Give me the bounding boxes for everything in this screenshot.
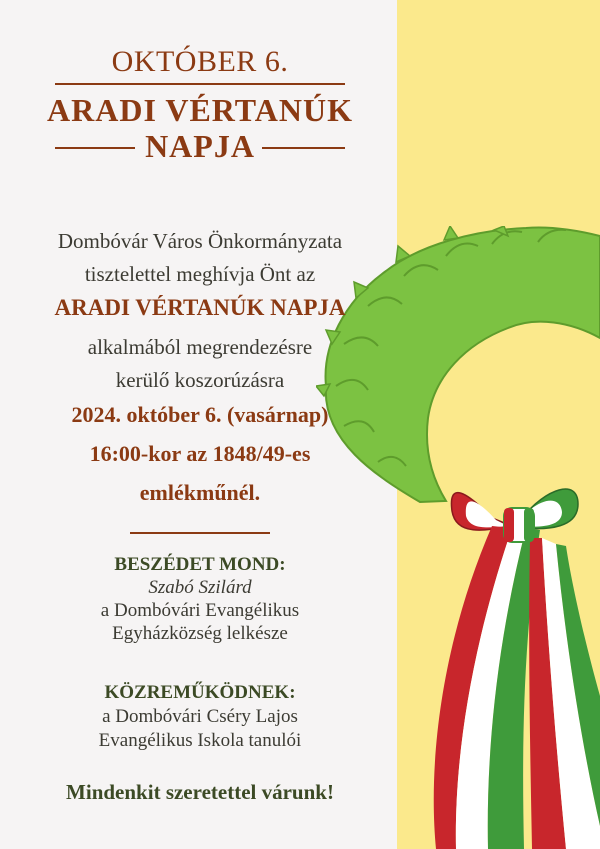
- event-time-place: 16:00-kor az 1848/49-es: [89, 441, 311, 466]
- speaker-role-line1: a Dombóvári Evangélikus: [100, 600, 300, 621]
- invitation-event-name: ARADI VÉRTANÚK NAPJA: [54, 295, 346, 320]
- contributors-line2: Evangélikus Iskola tanulói: [98, 730, 302, 751]
- speaker-role-line2: Egyházközség lelkésze: [112, 623, 288, 644]
- invitation-line-organizer: Dombóvár Város Önkormányzata: [57, 229, 343, 253]
- contributors-line1: a Dombóvári Cséry Lajos: [102, 706, 298, 727]
- invitation-line-wreath: kerülő koszorúzásra: [115, 368, 285, 392]
- closing-message: Mindenkit szeretettel várunk!: [66, 780, 334, 804]
- page-title-line2: NAPJA: [145, 128, 255, 164]
- speaker-name: Szabó Szilárd: [148, 577, 252, 598]
- date-heading: OKTÓBER 6.: [111, 45, 289, 78]
- title-right-rule: [262, 147, 345, 149]
- invitation-line-occasion: alkalmából megrendezésre: [87, 335, 313, 359]
- section-divider: [130, 532, 270, 534]
- event-venue: emlékműnél.: [139, 480, 261, 505]
- page-title-line1: ARADI VÉRTANÚK: [47, 92, 353, 128]
- contributors-heading: KÖZREMŰKÖDNEK:: [104, 682, 296, 703]
- invitation-line-invites: tisztelettel meghívja Önt az: [84, 262, 316, 286]
- speaker-heading: BESZÉDET MOND:: [114, 554, 286, 575]
- event-date: 2024. október 6. (vasárnap): [71, 402, 329, 427]
- title-top-rule: [55, 83, 345, 85]
